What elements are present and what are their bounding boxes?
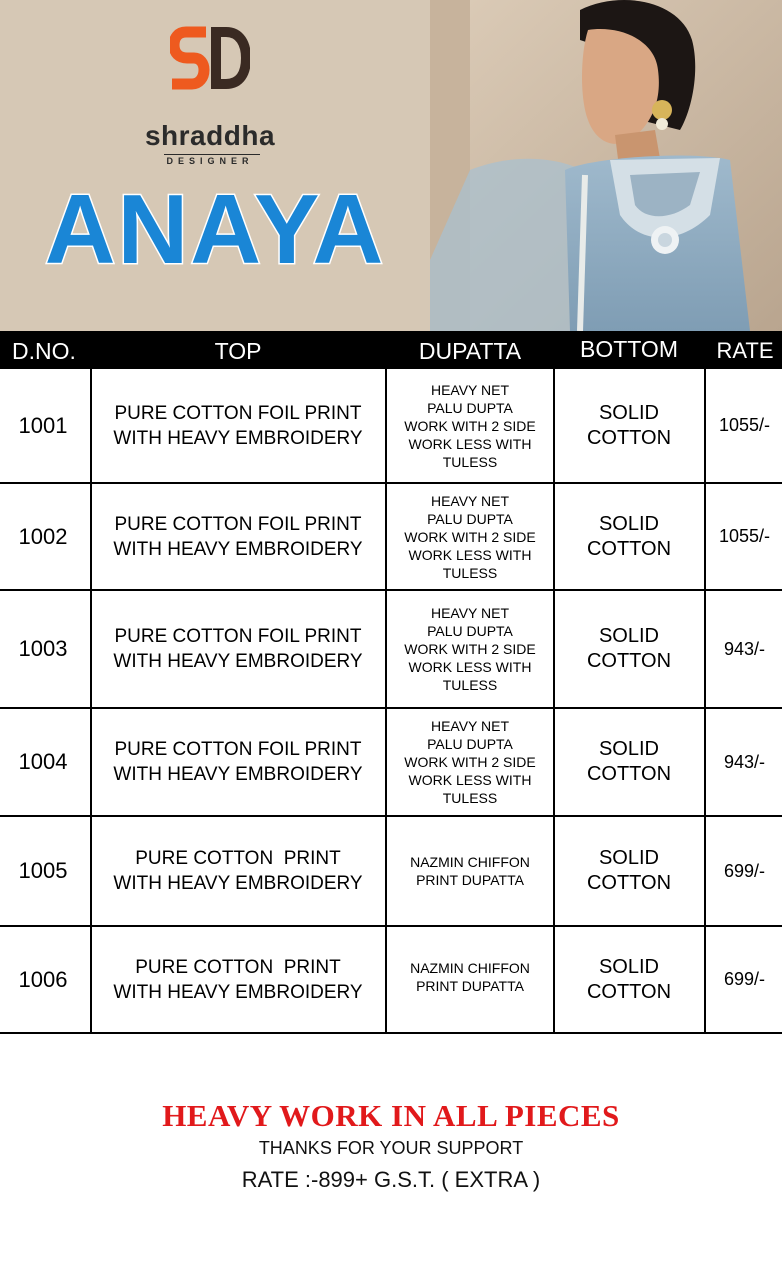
bottom-line-1: SOLID [598,625,659,647]
top-description [92,591,384,707]
design-number: 1004 [18,749,68,774]
dupatta-description [388,709,552,815]
dupatta-line: HEAVY NET [430,718,510,734]
top-line-1: PURE COTTON FOIL PRINT [114,402,362,424]
table-row [0,369,782,484]
brand-subtitle: DESIGNER [166,156,254,166]
dupatta-line: PRINT DUPATTA [416,978,524,994]
column-divider [553,369,555,1034]
design-number: 1001 [18,412,68,438]
bottom-line-1: SOLID [598,955,659,978]
rate-value: 943/- [723,638,766,659]
dupatta-line: HEAVY NET [430,605,510,621]
table-row [0,927,782,1034]
top-line-2: WITH HEAVY EMBROIDERY [113,538,363,560]
dupatta-line: NAZMIN CHIFFON [410,960,530,976]
bottom-line-1: SOLID [598,401,659,424]
bottom-line-1: SOLID [598,847,659,869]
column-divider [90,369,92,1034]
bottom-line-2: COTTON [586,426,672,449]
dupatta-line: PALU DUPTA [427,623,513,639]
column-header-rate: RATE [716,338,774,363]
rate-value: 1055/- [718,526,771,546]
top-description [92,484,384,589]
brand-logo [140,22,280,172]
bottom-line-2: COTTON [586,763,672,785]
top-description [92,817,384,925]
dupatta-line: TULESS [442,564,498,581]
sd-monogram-icon [170,26,250,118]
rate-value: 699/- [723,969,766,989]
top-line-2: WITH HEAVY EMBROIDERY [113,873,363,894]
rate-value: 943/- [723,751,766,772]
bottom-line-2: COTTON [586,980,672,1003]
top-line-2: WITH HEAVY EMBROIDERY [113,651,363,672]
rate-value: 699/- [723,860,766,881]
dupatta-description [388,369,552,482]
dupatta-line: TULESS [442,677,498,693]
dupatta-line: TULESS [442,453,498,470]
heavy-work-note: HEAVY WORK IN ALL PIECES [162,1098,620,1133]
bottom-line-2: COTTON [586,537,672,560]
table-row [0,817,782,927]
dupatta-description [388,927,552,1032]
table-row [0,484,782,591]
table-header [0,331,782,369]
top-line-1: PURE COTTON FOIL PRINT [114,513,362,535]
bottom-description [556,709,702,815]
design-number: 1006 [18,966,68,992]
table-row [0,591,782,709]
column-header-bottom: BOTTOM [580,336,678,362]
column-header-top: TOP [214,338,262,364]
top-description [92,709,384,815]
design-number: 1005 [18,858,68,883]
top-line-1: PURE COTTON FOIL PRINT [114,626,362,647]
dupatta-line: PRINT DUPATTA [416,872,524,888]
dupatta-line: PALU DUPTA [427,399,513,416]
brand-divider [164,154,260,155]
bottom-description [556,369,702,482]
price-table [0,369,782,1034]
top-description [92,369,384,482]
thanks-note: THANKS FOR YOUR SUPPORT [258,1138,524,1158]
rate-note: RATE :-899+ G.S.T. ( EXTRA ) [241,1167,541,1192]
dupatta-line: WORK WITH 2 SIDE [404,641,536,657]
table-row [0,709,782,817]
top-description [92,927,384,1032]
bottom-description [556,591,702,707]
top-line-2: WITH HEAVY EMBROIDERY [113,981,363,1003]
bottom-description [556,927,702,1032]
dupatta-description [388,484,552,589]
dupatta-line: PALU DUPTA [427,510,513,527]
top-line-1: PURE COTTON PRINT [135,848,341,869]
bottom-description [556,484,702,589]
dupatta-line: HEAVY NET [430,381,510,398]
column-header-dno: D.NO. [12,338,76,364]
design-number: 1002 [18,523,68,549]
dupatta-line: WORK WITH 2 SIDE [404,528,536,545]
bottom-line-1: SOLID [598,738,659,760]
rate-value: 1055/- [718,415,771,435]
dupatta-line: PALU DUPTA [427,736,513,752]
model-photo [430,0,782,331]
dupatta-line: WORK WITH 2 SIDE [404,417,536,434]
top-line-1: PURE COTTON FOIL PRINT [114,739,362,760]
design-number: 1003 [18,636,68,661]
column-header-dupatta: DUPATTA [418,338,522,364]
bottom-description [556,817,702,925]
dupatta-line: HEAVY NET [430,492,510,509]
column-divider [704,369,706,1034]
top-line-1: PURE COTTON PRINT [135,956,341,978]
top-line-2: WITH HEAVY EMBROIDERY [113,427,363,449]
dupatta-line: WORK LESS WITH [408,546,532,563]
dupatta-line: WORK WITH 2 SIDE [404,754,536,770]
dupatta-line: NAZMIN CHIFFON [410,854,530,870]
top-line-2: WITH HEAVY EMBROIDERY [113,764,363,785]
bottom-line-2: COTTON [586,872,672,894]
brand-name: shraddha [144,120,276,151]
header-banner [0,0,782,331]
dupatta-description [388,591,552,707]
dupatta-line: WORK LESS WITH [408,435,532,452]
dupatta-description [388,817,552,925]
dupatta-line: TULESS [442,790,498,806]
dupatta-line: WORK LESS WITH [408,772,532,788]
bottom-line-2: COTTON [586,650,672,672]
bottom-line-1: SOLID [598,512,659,535]
dupatta-line: WORK LESS WITH [408,659,532,675]
collection-title: ANAYA [44,174,386,284]
column-divider [385,369,387,1034]
